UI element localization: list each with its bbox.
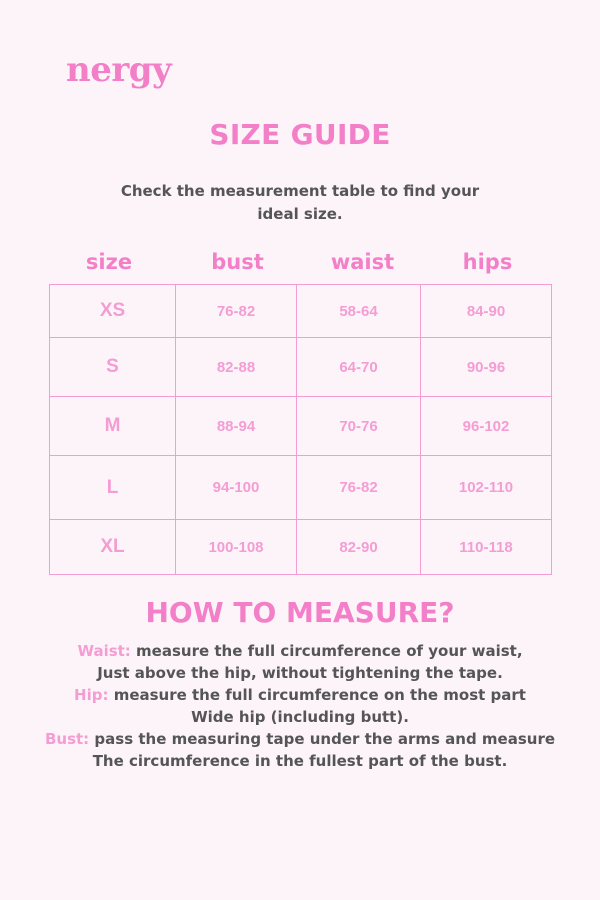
hip-instruction-line-1 [20,684,580,706]
hip-text-1: measure the full circumference on the most part [113,686,526,704]
table-row [50,456,552,520]
table-row [50,285,552,338]
bust-cell: 94-100 [176,456,297,520]
bust-text-1: pass the measuring tape under the arms and measure [94,730,556,748]
size-cell: S [50,338,176,397]
bust-cell: 88-94 [176,397,297,456]
waist-cell: 58-64 [297,285,421,338]
bust-cell: 100-108 [176,520,297,575]
header-size: size [85,250,133,274]
bust-label: Bust: [44,730,90,748]
size-cell: L [50,456,176,520]
page-title: SIZE GUIDE [209,118,391,151]
waist-label: Waist: [77,642,131,660]
hip-text-2: Wide hip (including butt). [191,708,409,726]
size-cell: M [50,397,176,456]
measure-instructions [20,640,580,772]
header-bust: bust [211,250,264,274]
hips-cell: 102-110 [421,456,552,520]
intro-text [100,180,500,226]
waist-text-1: measure the full circumference of your waist, [136,642,523,660]
hips-cell: 84-90 [421,285,552,338]
header-hips: hips [462,250,513,274]
table-row [50,520,552,575]
bust-cell: 76-82 [176,285,297,338]
intro-line-1: Check the measurement table to find your [120,182,480,200]
waist-instruction-line-1 [20,640,580,662]
table-headers [50,250,550,278]
bust-cell: 82-88 [176,338,297,397]
waist-cell: 64-70 [297,338,421,397]
waist-cell: 70-76 [297,397,421,456]
hips-cell: 110-118 [421,520,552,575]
header-waist: waist [330,250,395,274]
waist-cell: 82-90 [297,520,421,575]
size-cell: XL [50,520,176,575]
size-cell: XS [50,285,176,338]
intro-line-2: ideal size. [257,205,343,223]
size-table [49,284,552,575]
waist-cell: 76-82 [297,456,421,520]
hips-cell: 90-96 [421,338,552,397]
bust-text-2: The circumference in the fullest part of the bust. [92,752,508,770]
table-row [50,338,552,397]
hip-label: Hip: [74,686,109,704]
bust-instruction-line-1 [20,728,580,750]
hips-cell: 96-102 [421,397,552,456]
table-row [50,397,552,456]
how-to-measure-title: HOW TO MEASURE? [145,596,455,629]
waist-text-2: Just above the hip, without tightening the tape. [97,664,503,682]
brand-logo: nergy [66,50,172,90]
